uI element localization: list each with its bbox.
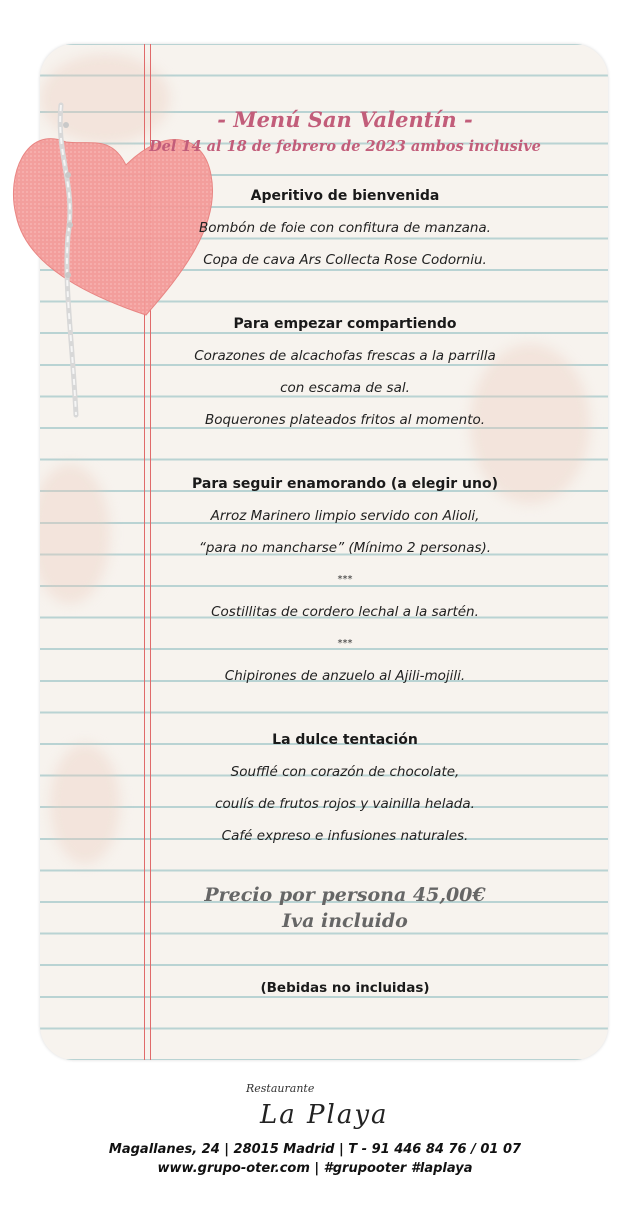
drinks-note: (Bebidas no incluidas) xyxy=(260,980,430,996)
menu-content xyxy=(110,92,580,996)
menu-line: Copa de cava Ars Collecta Rose Codorniu. xyxy=(203,252,487,268)
menu-dates: Del 14 al 18 de febrero de 2023 ambos inclusive xyxy=(149,138,541,155)
logo-name: La Playa xyxy=(260,1100,389,1130)
separator-stars: *** xyxy=(337,574,353,585)
separator-stars: *** xyxy=(337,638,353,649)
menu-line: Boquerones plateados fritos al momento. xyxy=(204,412,486,428)
logo-subtitle: Restaurante xyxy=(246,1082,315,1095)
menu-line: Soufflé con corazón de chocolate, xyxy=(230,764,460,780)
section-heading: La dulce tentación xyxy=(272,732,418,748)
menu-line: coulís de frutos rojos y vainilla helada. xyxy=(215,796,475,812)
paper-stain xyxy=(40,464,110,604)
menu-line: Costillitas de cordero lechal a la sartén. xyxy=(211,604,479,620)
menu-line: Corazones de alcachofas frescas a la parrilla xyxy=(194,348,496,364)
menu-line: Bombón de foie con confitura de manzana. xyxy=(199,220,491,236)
menu-line: Café expreso e infusiones naturales. xyxy=(221,828,469,844)
section-heading: Para seguir enamorando (a elegir uno) xyxy=(192,476,498,492)
vat-line: Iva incluido xyxy=(282,910,408,932)
price-line: Precio por persona 45,00€ xyxy=(204,884,486,906)
section-heading: Aperitivo de bienvenida xyxy=(250,188,440,204)
menu-line: con escama de sal. xyxy=(280,380,410,396)
restaurant-web: www.grupo-oter.com | #grupooter #laplaya xyxy=(157,1161,473,1176)
restaurant-address: Magallanes, 24 | 28015 Madrid | T - 91 446 84 76 / 01 07 xyxy=(108,1142,522,1157)
menu-title: - Menú San Valentín - xyxy=(217,107,473,132)
menu-line: Chipirones de anzuelo al Ajili-mojili. xyxy=(224,668,466,684)
section-heading: Para empezar compartiendo xyxy=(233,316,457,332)
menu-line: “para no mancharse” (Mínimo 2 personas). xyxy=(198,540,492,556)
menu-line: Arroz Marinero limpio servido con Alioli, xyxy=(210,508,480,524)
restaurant-logo xyxy=(240,1082,400,1142)
